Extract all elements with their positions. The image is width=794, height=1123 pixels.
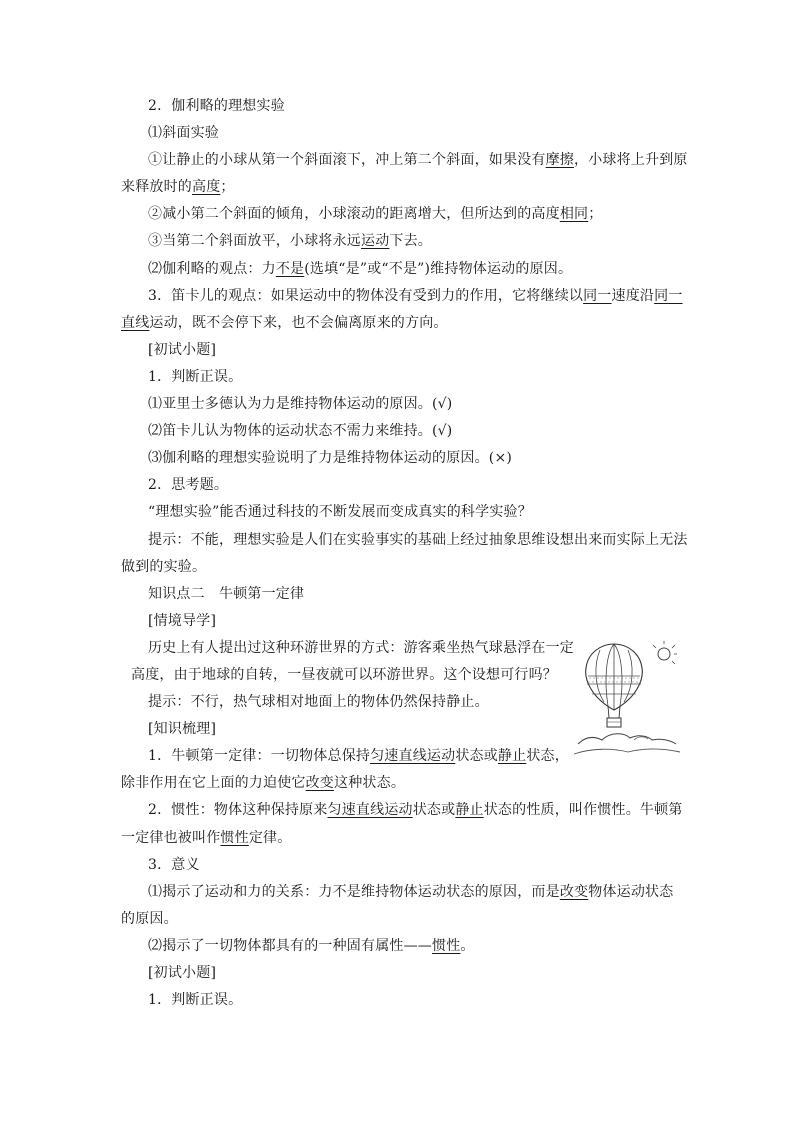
paragraph-line: 的原因。 bbox=[121, 910, 178, 927]
quiz-item: ⑴亚里士多德认为力是维持物体运动的原因。(√) bbox=[148, 396, 453, 413]
text-run: 这种状态。 bbox=[334, 775, 406, 792]
question-label: 1．判断正误。 bbox=[148, 992, 243, 1009]
subsection-heading: ⑴斜面实验 bbox=[148, 125, 219, 142]
text-run: 。 bbox=[460, 937, 475, 954]
text-run: 状态， bbox=[526, 748, 569, 765]
paragraph-line bbox=[121, 933, 676, 960]
text-run: 一定律也被叫作 bbox=[121, 829, 221, 846]
underlined-answer: 匀速直线运动 bbox=[327, 802, 413, 819]
answer-hint: 提示：不能，理想实验是人们在实验事实的基础上经过抽象思维设想出来而实际上无法 bbox=[148, 531, 688, 548]
section-heading: 知识点二 牛顿第一定律 bbox=[148, 585, 305, 602]
hot-air-balloon-illustration bbox=[572, 640, 682, 758]
underlined-answer: 改变 bbox=[305, 775, 335, 792]
paragraph-line bbox=[121, 283, 683, 310]
text-run: 速度沿 bbox=[611, 287, 655, 304]
text-run: ； bbox=[220, 179, 235, 196]
text-run: 来释放时的 bbox=[121, 179, 192, 196]
text-run: ； bbox=[588, 206, 603, 223]
text-run: 运动，既不会停下来，也不会偏离原来的方向。 bbox=[149, 314, 448, 331]
underlined-answer: 不是 bbox=[275, 260, 305, 277]
quiz-heading: [初试小题] bbox=[148, 341, 217, 358]
text-run: ①让静止的小球从第一个斜面滚下，冲上第二个斜面，如果没有 bbox=[148, 152, 546, 169]
scenario-text: 高度，由于地球的自转，一昼夜就可以环游世界。这个设想可行吗？ bbox=[131, 666, 557, 683]
paragraph-line bbox=[121, 228, 676, 255]
quiz-item: ⑵笛卡儿认为物体的运动状态不需力来维持。(√) bbox=[148, 423, 453, 440]
underlined-answer: 直线 bbox=[121, 314, 150, 331]
document-body bbox=[121, 93, 688, 1014]
underlined-answer: 惯性 bbox=[220, 829, 249, 846]
underlined-answer: 惯性 bbox=[432, 937, 461, 954]
text-run: 状态的性质，叫作惯性。牛顿第 bbox=[483, 802, 683, 819]
text-run: ⑴揭示了运动和力的关系：力不是维持物体运动状态的原因，而是 bbox=[148, 883, 560, 900]
think-question: “理想实验”能否通过科技的不断发展而变成真实的科学实验？ bbox=[148, 504, 532, 521]
paragraph-line bbox=[121, 310, 676, 337]
scenario-heading: [情境导学] bbox=[148, 612, 217, 629]
hot-air-balloon-icon bbox=[572, 640, 682, 758]
paragraph-line bbox=[121, 147, 688, 174]
paragraph-line bbox=[121, 797, 683, 824]
underlined-answer: 匀速直线运动 bbox=[370, 748, 456, 765]
quiz-item: ⑶伽利略的理想实验说明了力是维持物体运动的原因。(×) bbox=[148, 450, 513, 467]
answer-hint: 做到的实验。 bbox=[121, 558, 207, 575]
paragraph-line bbox=[121, 879, 676, 906]
text-run: ⑵揭示了一切物体都具有的一种固有属性—— bbox=[148, 937, 432, 954]
quiz-heading: [初试小题] bbox=[148, 965, 217, 981]
underlined-answer: 改变 bbox=[559, 883, 589, 900]
question-label: 1．判断正误。 bbox=[148, 368, 243, 385]
text-run: 定律。 bbox=[248, 829, 292, 846]
text-run: ⑵伽利略的观点：力 bbox=[148, 260, 276, 277]
underlined-answer: 运动 bbox=[361, 233, 390, 250]
knowledge-heading: [知识梳理] bbox=[148, 721, 217, 738]
paragraph-line bbox=[121, 825, 676, 852]
text-run: ，小球将上升到原 bbox=[574, 152, 688, 169]
text-run: 状态或 bbox=[455, 748, 498, 765]
text-run: 物体运动状态 bbox=[588, 883, 674, 900]
paragraph-line bbox=[121, 770, 676, 797]
text-run: 状态或 bbox=[412, 802, 456, 819]
scenario-text: 历史上有人提出过这种环游世界的方式：游客乘坐热气球悬浮在一定 bbox=[148, 639, 574, 656]
text-run: 3．笛卡儿的观点：如果运动中的物体没有受到力的作用，它将继续以 bbox=[148, 287, 584, 304]
text-run: 下去。 bbox=[389, 233, 433, 250]
paragraph-line bbox=[121, 174, 676, 201]
text-run: 1．牛顿第一定律：一切物体总保持 bbox=[148, 748, 371, 765]
underlined-answer: 静止 bbox=[497, 748, 527, 765]
underlined-answer: 相同 bbox=[559, 206, 589, 223]
paragraph-line bbox=[121, 201, 676, 228]
paragraph-line bbox=[121, 256, 676, 283]
section-heading: 3．意义 bbox=[148, 856, 200, 873]
underlined-answer: 高度 bbox=[192, 179, 221, 196]
text-run: 2．惯性：物体这种保持原来 bbox=[148, 802, 328, 819]
underlined-answer: 静止 bbox=[455, 802, 484, 819]
section-heading: 2．伽利略的理想实验 bbox=[148, 98, 285, 114]
scenario-hint: 提示：不行，热气球相对地面上的物体仍然保持静止。 bbox=[148, 694, 489, 711]
question-label: 2．思考题。 bbox=[148, 477, 229, 494]
text-run: (选填“是”或“不是”)维持物体运动的原因。 bbox=[304, 260, 573, 277]
text-run: ③当第二个斜面放平，小球将永远 bbox=[148, 233, 361, 250]
underlined-answer: 同一 bbox=[654, 287, 683, 304]
underlined-answer: 同一 bbox=[583, 287, 612, 304]
text-run: ②减小第二个斜面的倾角，小球滚动的距离增大，但所达到的高度 bbox=[148, 206, 560, 223]
underlined-answer: 摩擦 bbox=[545, 152, 575, 169]
text-run: 除非作用在它上面的力迫使它 bbox=[121, 775, 306, 792]
